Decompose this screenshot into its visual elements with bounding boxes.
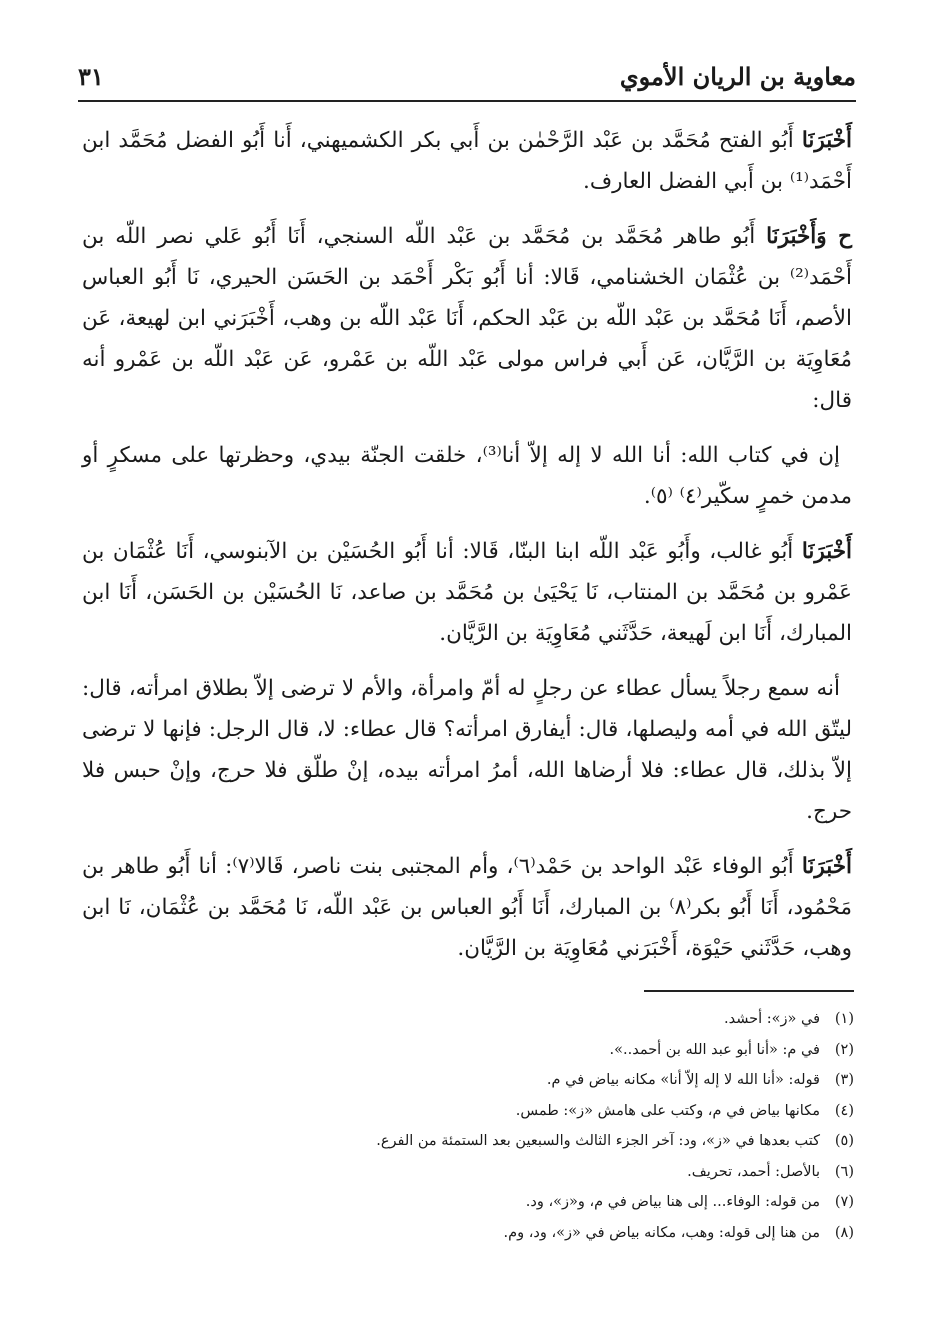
header-rule	[78, 100, 856, 102]
footnote-text: مكانها بياض في م، وكتب على هامش «ز»: طمس.	[515, 1102, 820, 1119]
footnote-number: (٥)	[834, 1133, 854, 1149]
footnote-number: (٦)	[834, 1163, 854, 1180]
footnote-number: (٤)	[834, 1102, 854, 1119]
paragraph-text: أنه سمع رجلاً يسأل عطاء عن رجلٍ له أمّ وامرأة، والأم لا ترضى إلاّ بطلاق امرأته، قال: ليتّق الله في أمه وليصلها، قال: أيفارق امرأته؟ قال عطاء: لا، قال الرجل: فإنها لا ترضى إلاّ بذلك، قال عطاء: فلا أرضاها الله، أمرُ امرأته بيده، إنْ طلّق فلا حرج، وإنْ حبس فلا حرج.	[82, 676, 852, 824]
footnote-rule	[644, 990, 854, 992]
paragraph-lead: ح وَأَخْبَرَنَا	[766, 224, 852, 249]
paragraph	[82, 435, 852, 517]
footnote-text: قوله: «أنا الله لا إله إلاّ أنا» مكانه بياض في م.	[546, 1072, 820, 1088]
footnote	[82, 1096, 854, 1127]
footnote-text: في «ز»: أحشد.	[723, 1011, 820, 1027]
paragraph-text: أَبُو الفتح مُحَمَّد بن عَبْد الرَّحْمٰن بن أَبي بكر الكشميهني، أَنا أَبُو الفضل مُحَمَّد ابن أَحْمَد⁽¹⁾ بن أَبي الفضل العارف.	[82, 128, 852, 194]
running-head	[78, 58, 856, 98]
footnote-number: (١)	[834, 1011, 854, 1027]
footnote	[82, 1187, 854, 1218]
page-number: ٣١	[78, 62, 104, 91]
footnote	[82, 1065, 854, 1096]
footnote-number: (٧)	[834, 1194, 854, 1210]
paragraph-lead: أَخْبَرَنَا	[801, 539, 852, 564]
paragraph	[82, 531, 852, 654]
footnote-text: كتب بعدها في «ز»، ود: آخر الجزء الثالث والسبعين بعد الستمئة من الفرع.	[376, 1133, 820, 1149]
footnote-number: (٨)	[834, 1224, 854, 1241]
paragraph-text: أَبُو غالب، وأَبُو عَبْد اللّه ابنا البنّا، قَالا: أنا أَبُو الحُسَيْن بن الآبنوسي، أَنَا عُثْمَان بن عَمْرو بن مُحَمَّد بن المنتاب، نَا يَحْيَىٰ بن مُحَمَّد بن صاعد، نَا الحُسَيْن بن الحَسَن، أَنَا ابن المبارك، أَنَا ابن لَهيعة، حَدَّثَني مُعَاوِيَة بن الرَّيَّان.	[82, 539, 852, 646]
footnotes	[82, 1004, 854, 1248]
chapter-title: معاوية بن الريان الأموي	[619, 62, 856, 91]
paragraph-text: أَبُو الوفاء عَبْد الواحد بن حَمْد⁽٦⁾، وأم المجتبى بنت ناصر، قَالا⁽٧⁾: أنا أَبُو طاهر بن مَحْمُود، أَنَا أَبُو بكر⁽٨⁾ بن المبارك، أَنَا أَبُو العباس بن عَبْد اللّه، نَا مُحَمَّد بن عُثْمَان، نَا ابن وهب، حَدَّثَني حَيْوَة، أَخْبَرَني مُعَاوِيَة بن الرَّيَّان.	[82, 854, 852, 961]
footnote-number: (٢)	[834, 1041, 854, 1058]
paragraph	[82, 216, 852, 421]
body-text	[82, 120, 852, 983]
paragraph	[82, 120, 852, 202]
footnote-text: من هنا إلى قوله: وهب، مكانه بياض في «ز»، ود، وم.	[503, 1224, 820, 1241]
footnote-text: بالأصل: أحمد، تحريف.	[687, 1163, 820, 1180]
paragraph-text: إن في كتاب الله: أنا الله لا إله إلاّ أنا⁽³⁾، خلقت الجنّة بيدي، وحظرتها على مسكرٍ أو مدمن خمرٍ سكّير⁽٤⁾ ⁽٥⁾.	[82, 443, 852, 509]
footnote	[82, 1218, 854, 1249]
paragraph-lead: أَخْبَرَنَا	[801, 854, 852, 879]
footnote-number: (٣)	[834, 1072, 854, 1088]
paragraph-lead: أَخْبَرَنَا	[801, 128, 852, 153]
footnote-text: في م: «أنا أبو عبد الله بن أحمد..».	[609, 1041, 820, 1058]
footnote	[82, 1157, 854, 1188]
footnote	[82, 1004, 854, 1035]
footnote-text: من قوله: الوفاء... إلى هنا بياض في م، و«ز»، ود.	[525, 1194, 820, 1210]
paragraph	[82, 668, 852, 832]
footnote	[82, 1035, 854, 1066]
paragraph-text: أَبُو طاهر مُحَمَّد بن مُحَمَّد بن عَبْد اللّه السنجي، أَنَا أَبُو عَلي نصر اللّه بن أَحْمَد⁽²⁾ بن عُثْمَان الخشنامي، قَالا: أنا أَبُو بَكْر أَحْمَد بن الحَسَن الحيري، نَا أَبُو العباس الأصم، أَنَا مُحَمَّد بن عَبْد اللّه بن عَبْد الحكم، أَنَا عَبْد اللّه بن وهب، أَخْبَرَني ابن لهيعة، عَن مُعَاوِيَة بن الرَّيَّان، عَن أَبي فراس مولى عَبْد اللّه بن عَمْرو، عَن عَبْد اللّه بن عَمْرو أنه قال:	[82, 224, 852, 413]
paragraph	[82, 846, 852, 969]
footnote	[82, 1126, 854, 1157]
